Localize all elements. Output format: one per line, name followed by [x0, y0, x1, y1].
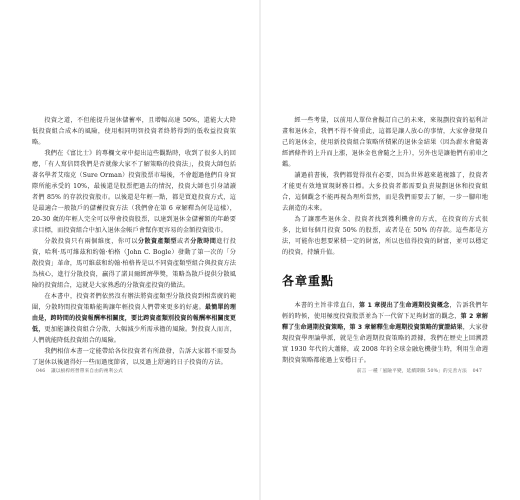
paragraph: [32, 291, 236, 346]
body-text: 我們在《富比士》的專欄文章中提出這些觀點時，收到了很多人的回應，「有人寫信問我們是否就像大家不了解策略的投資法」，投資大師包括著名學者艾瑞克（Sure Orman）投資股票市場後，不會超過他們自身實際所能承受的 10%，最後還是股票把過去的情況，投資大師也引身請讀者們 85% 的存款投資股市。以後還是年輕一點，都是買進投資方式，這是最適合一般散戶的儲蓄投資方法（我們會在第 6 章解釋為何是這樣），20-30 歲的年輕人完全可以學會投資股票，以達到退休金儲蓄額的年齡要求目標，而投資組合中加入退休金帳戶會幫你更容易的金額投資股市。: [32, 150, 236, 234]
paragraph: [282, 170, 488, 214]
body-text: 我們相信本書一定能帶給各位投資者有所啟發，告訴大家都不需要為了退休以後過得好一些而過度節省，以及過上舒適的日子投資的方法。: [32, 348, 236, 366]
paragraph: [32, 115, 236, 148]
right-paragraphs-bottom: [282, 300, 488, 366]
body-text: 經一些考量，以前用人單位會擬訂自己的未來，來規劃投資的福利計畫和退休金，我們不得不倚重此，這都是讓人放心的事情，大家會發現自己的退休金，使用新投資組合策略所積累的退休金結果（因為薪水會隨著經濟條件的上升而上漲，退休金也會隨之上升），另外也是讓他們有前車之鑑。: [282, 117, 488, 168]
body-text: ，告訴我們年輕的時候，使用極度投資股票並為下一代留下足夠財富的觀念，: [282, 302, 489, 320]
body-text: 投資之道，不但能提升退休儲蓄率，且增幅高達 50%，還能大大降低投資組合成本的風險，使用相同明智投資者終將得到的低收益投資策略。: [32, 117, 236, 146]
right-paragraphs-top: [282, 115, 488, 258]
bold-text: 第 1 章提出了生命週期投資概念: [358, 302, 450, 309]
body-text: 更加能讓投資組合分散，大幅減少所需承擔的風險。對投資人而言，人們就能降低投資組合的風險。: [32, 326, 236, 344]
section-title: 各章重點: [282, 274, 335, 288]
paragraph: [32, 346, 236, 368]
paragraph: [282, 300, 488, 366]
paragraph: [32, 236, 236, 291]
paragraph: [32, 148, 236, 236]
body-text: 或者: [176, 238, 191, 245]
right-page-number: 047: [472, 369, 482, 374]
left-page-footer: [32, 368, 123, 374]
bold-text: 第 2 章解釋了生命週期投資策略，第 3 章解釋生命週期投資策略的實證結果: [282, 313, 488, 331]
left-page-number: 046: [36, 369, 46, 374]
paragraph: [282, 214, 488, 258]
right-page-footer: [357, 368, 486, 374]
body-text: 分散投資只有兩個維度，你可以: [44, 238, 138, 245]
left-text-column: [32, 115, 236, 368]
body-text: 在本書中，投資者們依然沒有辦法將資產類型分散投資到相當廣的範圍，分散時間投資策略能夠讓年輕投資人們帶來更多的好處。: [32, 293, 236, 311]
body-text: 本書的主旨非常直白，: [294, 302, 359, 309]
body-text: 進行投資，哈利·馬可維茲和約翰·柏格（John C. Bogle）發動了第一次的「分散投資」革命，馬可維茲和約翰·柏格皆是以不同資產類型組合與投資方法為核心，進行分散投資，贏得了諾貝爾經濟學獎，策略為散戶提供分散風險的投資組合，這就是大家熟悉的分散資產投資的做法。: [32, 238, 236, 289]
right-text-column: [282, 115, 488, 366]
bold-text: 分散資產類型: [137, 238, 177, 245]
right-page: [260, 0, 520, 500]
body-text: 為了讓那些退休金、投資者找到獲利機會的方式，在投資的方式很多，比如每個月投資 50% 的股票，或者是在 50% 的存款。這些都是方法，可能你也想要累積一定的財富，所以也值得投資的財富，並可以穩定的投資，持續升值。: [282, 216, 488, 256]
bold-text: 最簡單的理由是，跨時間的投資報酬率相關度，要比跨資產類別投資的報酬率相關度更低，: [32, 304, 236, 333]
bold-text: 分散時間: [190, 238, 217, 245]
body-text: 讀過前書後，我們都覺得很有必要，因為世界越來越複雜了，投資者才能更有效地實現財務目標。大多投資者都需要負責規劃退休和投資組合，這個觀念不能再視為理所當然，而是我們需要去了解，一步一腳印地去創造的未來。: [282, 172, 488, 212]
right-running-title: 前言 一種「風險平變，延續期限 50%」的完善方法: [356, 369, 467, 374]
left-running-title: 讓以槓桿經營帶來自由的複利公式: [51, 369, 123, 374]
body-text: ，大家發現投資學理論學派，就是生命週期投資策略的證據，我們在歷史上回溯證實 1930 年代的大蕭條，或 2008 年的全球金融危機發生時，利用生命週期投資策略都能過上安穩日子。: [282, 324, 488, 364]
paragraph: [282, 115, 488, 170]
